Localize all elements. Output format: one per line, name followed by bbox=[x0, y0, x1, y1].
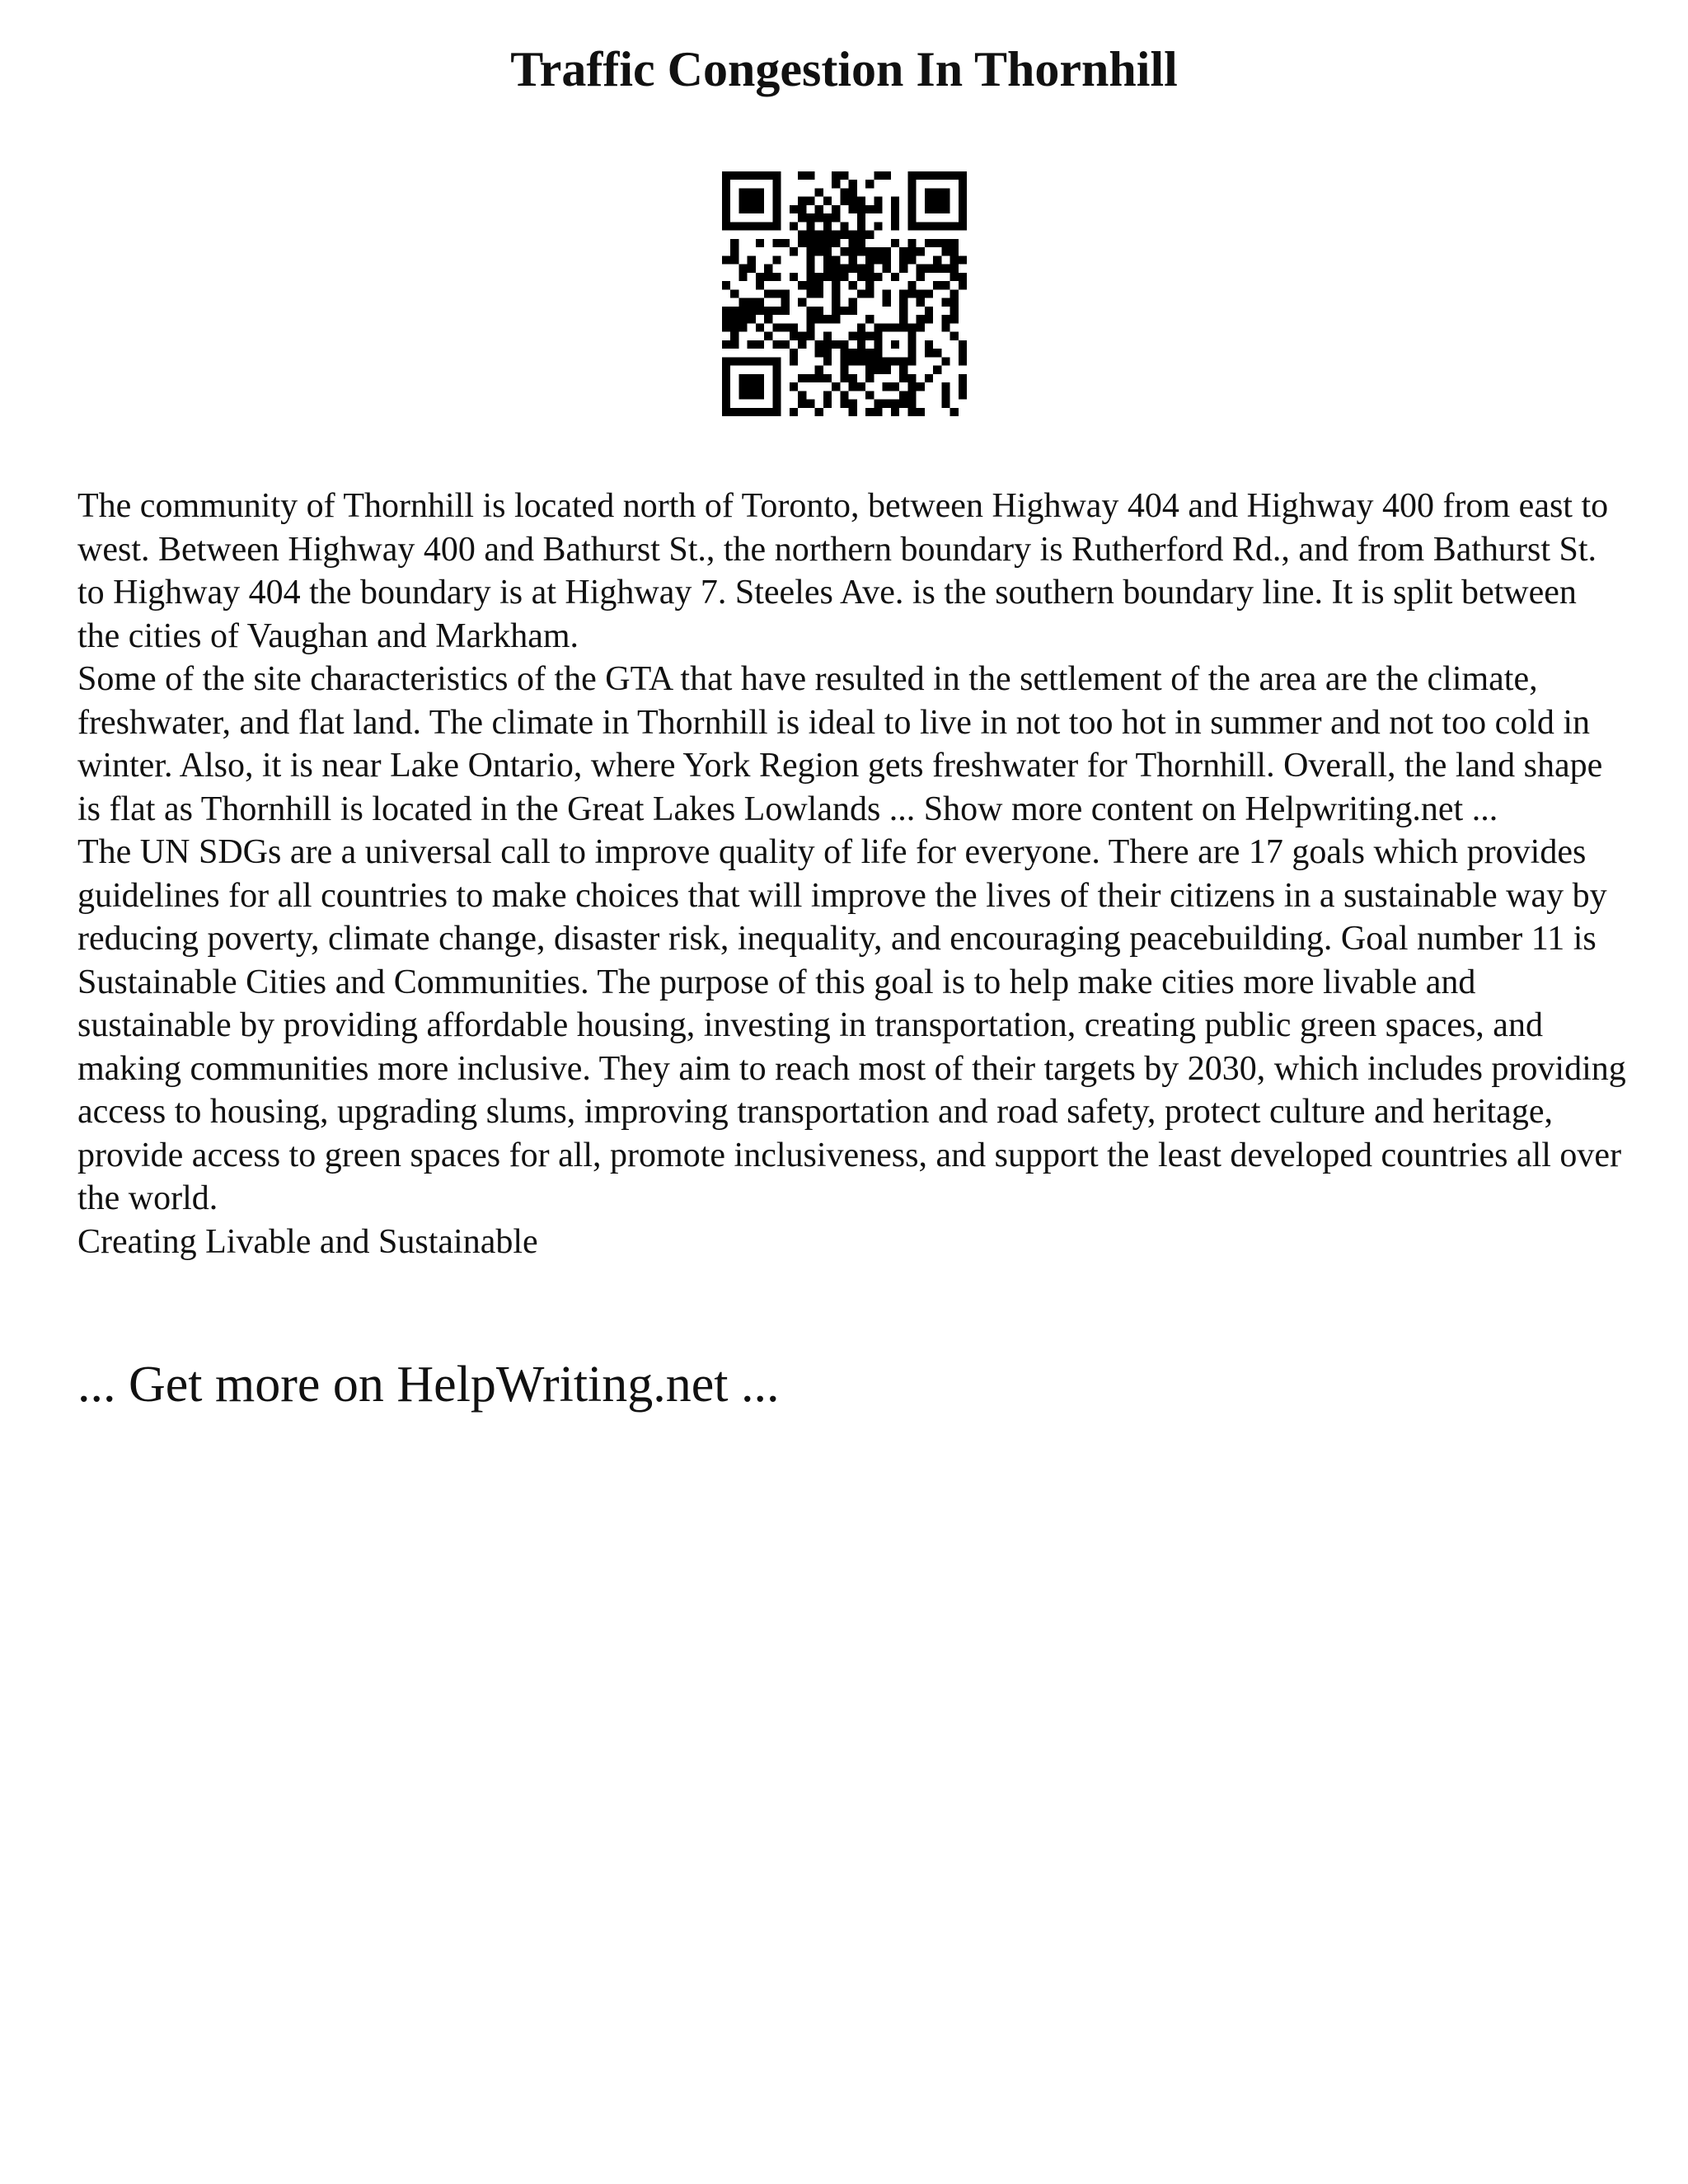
get-more-link[interactable]: ... Get more on HelpWriting.net ... bbox=[77, 1357, 780, 1413]
paragraph-location: The community of Thornhill is located north of Toronto, between Highway 404 and Highway 400 from east to west. Between Highway 400 and Bathurst St., the northern boundary is Rutherford Rd., and from Bathurst St. to Highway 404 the boundary is at Highway 7. Steeles Ave. is the southern boundary line. It is split between the cities of Vaughan and Markham. bbox=[77, 487, 1609, 655]
article-body bbox=[77, 485, 1627, 1263]
page-title: Traffic Congestion In Thornhill bbox=[510, 42, 1178, 96]
paragraph-un-sdgs: The UN SDGs are a universal call to improve quality of life for everyone. There are 17 goals which provides guidelines for all countries to make choices that will improve the lives of their citizens in a sustainable way by reducing poverty, climate change, disaster risk, inequality, and encouraging peacebuilding. Goal number 11 is Sustainable Cities and Communities. The purpose of this goal is to help make cities more livable and sustainable by providing affordable housing, investing in transportation, creating public green spaces, and making communities more inclusive. They aim to reach most of their targets by 2030, which includes providing access to housing, upgrading slums, improving transportation and road safety, protect culture and heritage, provide access to green spaces for all, promote inclusiveness, and support the least developed countries all over the world. bbox=[77, 833, 1626, 1217]
paragraph-creating-livable: Creating Livable and Sustainable bbox=[77, 1222, 538, 1261]
qr-code-icon bbox=[722, 171, 967, 416]
paragraph-site-characteristics: Some of the site characteristics of the GTA that have resulted in the settlement of the area are the climate, freshwater, and flat land. The climate in Thornhill is ideal to live in not too hot in summer and not too cold in winter. Also, it is near Lake Ontario, where York Region gets freshwater for Thornhill. Overall, the land shape is flat as Thornhill is located in the Great Lakes Lowlands ... Show more content on Helpwriting.net ... bbox=[77, 660, 1603, 828]
